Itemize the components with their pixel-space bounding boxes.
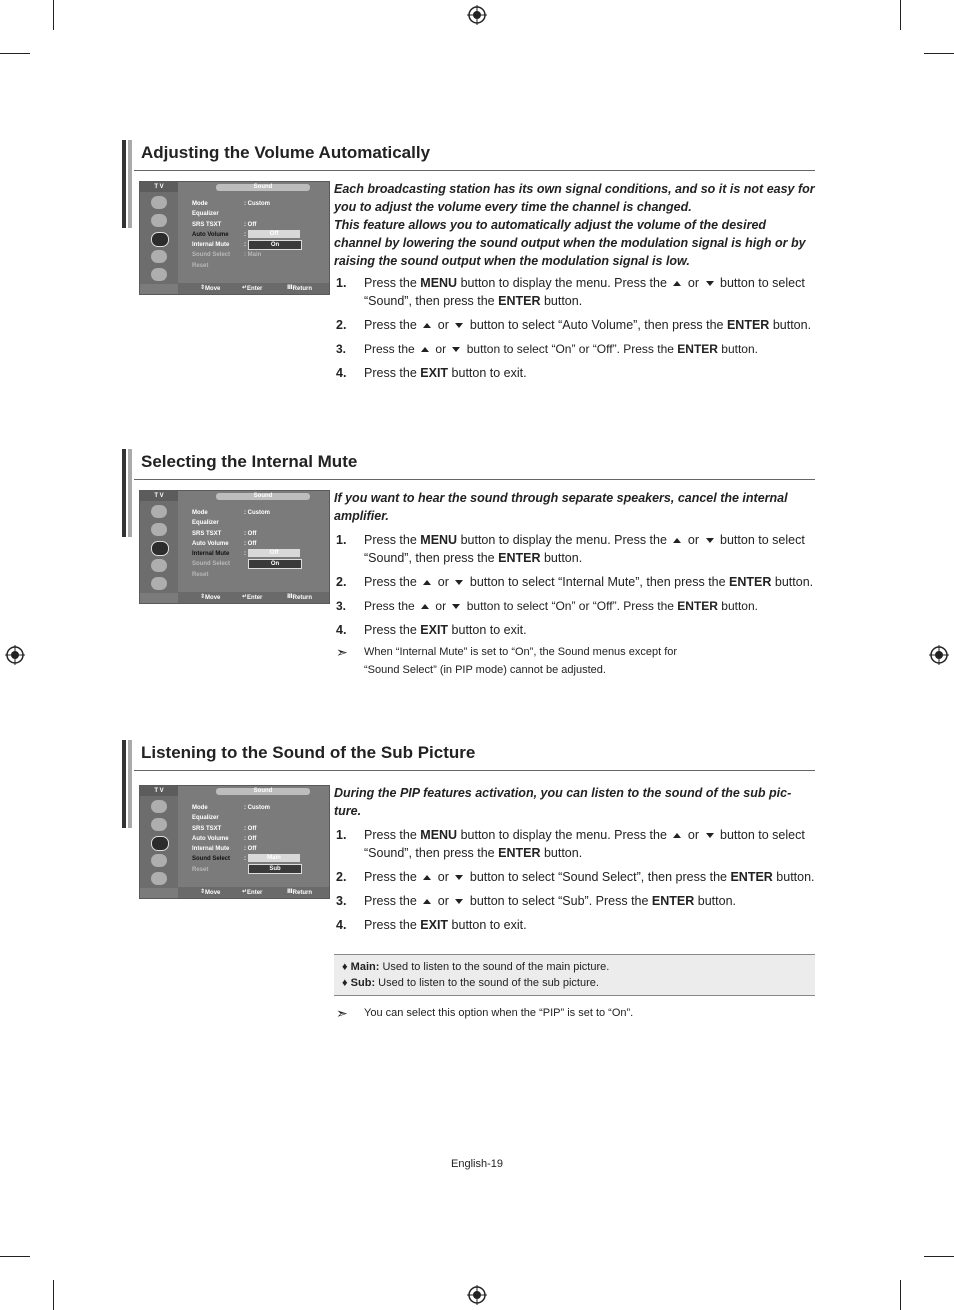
arrow-note-icon: ➣: [336, 1005, 348, 1021]
intro-text: This feature allows you to automatically adjust the volume of the desired channel by lowering the sound output when the modulation signal is high or by raising the sound output when the modulation signal is low.: [334, 218, 806, 268]
step-item: 4. Press the EXIT button to exit.: [336, 366, 527, 380]
triangle-up-icon: [421, 347, 429, 352]
osd-row-selected: Internal Mute :: [192, 551, 246, 558]
osd-row: SRS TSXT : Off: [192, 530, 257, 537]
triangle-down-icon: [455, 323, 463, 328]
osd-icon-column: [140, 501, 178, 593]
osd-footer: [178, 283, 329, 294]
osd-row: Internal Mute : Off: [192, 846, 257, 853]
osd-enter-label: ↵ Enter: [242, 285, 263, 292]
crop-mark: [0, 1256, 30, 1257]
triangle-down-icon: [452, 604, 460, 609]
section-bar: [122, 740, 132, 828]
osd-row-selected: Auto Volume :: [192, 231, 246, 238]
crop-mark: [53, 0, 54, 30]
crop-mark: [0, 53, 30, 54]
osd-sound-icon: [151, 836, 169, 851]
osd-option-selected: On: [248, 240, 302, 250]
osd-enter-label: ↵ Enter: [242, 594, 263, 601]
osd-screenshot: [139, 785, 330, 899]
info-row-main: ♦ Main: Used to listen to the sound of the main picture.: [342, 961, 610, 973]
osd-move-label: ⇕ Move: [200, 594, 221, 601]
step-item: 1. Press the MENU button to display the menu. Press the or button to select “Sound”, then press the ENTER button.: [336, 276, 805, 308]
osd-screenshot: [139, 490, 330, 604]
triangle-down-icon: [455, 580, 463, 585]
osd-row: Reset: [192, 262, 209, 269]
triangle-up-icon: [423, 875, 431, 880]
osd-option-selected: On: [248, 559, 302, 569]
osd-picture-icon: [151, 800, 167, 813]
osd-sound-icon: [151, 541, 169, 556]
osd-screenshot: [139, 181, 330, 295]
section-title: Adjusting the Volume Automatically: [141, 143, 431, 162]
osd-option: Off: [248, 549, 300, 557]
diamond-bullet-icon: ♦: [342, 977, 351, 989]
info-row-sub: ♦ Sub: Used to listen to the sound of the sub picture.: [342, 977, 599, 989]
osd-move-label: ⇕ Move: [200, 889, 221, 896]
step-item: 3. Press the or button to select “Sub”. Press the ENTER button.: [336, 894, 736, 908]
osd-tv-label: T V: [140, 786, 178, 796]
registration-mark-icon: [467, 5, 487, 25]
registration-mark-icon: [5, 645, 25, 665]
osd-return-label: Ⅲ Return: [287, 889, 313, 896]
osd-row: Mode : Custom: [192, 805, 271, 811]
osd-input-icon: [151, 577, 167, 590]
osd-row-selected: Sound Select :: [192, 856, 246, 863]
osd-option-selected: Sub: [248, 864, 302, 874]
osd-move-label: ⇕ Move: [200, 285, 221, 292]
osd-row: Equalizer: [192, 211, 219, 218]
osd-enter-label: ↵ Enter: [242, 889, 263, 896]
section-bar: [122, 140, 132, 228]
osd-header: Sound: [216, 184, 310, 191]
step-item: 3. Press the or button to select “On” or “Off”. Press the ENTER button.: [336, 342, 758, 356]
triangle-up-icon: [423, 580, 431, 585]
osd-header: Sound: [216, 788, 310, 795]
section-title: Selecting the Internal Mute: [141, 452, 358, 471]
intro-text: During the PIP features activation, you can listen to the sound of the sub pic-ture.: [334, 786, 792, 818]
triangle-up-icon: [673, 538, 681, 543]
step-item: 4. Press the EXIT button to exit.: [336, 918, 527, 932]
registration-mark-icon: [467, 1285, 487, 1305]
osd-setup-icon: [151, 250, 167, 263]
osd-row: SRS TSXT : Off: [192, 221, 257, 228]
osd-option: Off: [248, 230, 300, 238]
intro-text: If you want to hear the sound through separate speakers, cancel the internal amplifier.: [334, 491, 788, 523]
step-item: 3. Press the or button to select “On” or “Off”. Press the ENTER button.: [336, 599, 758, 613]
section-title: Listening to the Sound of the Sub Picture: [141, 743, 476, 762]
section-content: [334, 784, 816, 934]
triangle-up-icon: [423, 899, 431, 904]
osd-option: Main: [248, 854, 300, 862]
note: ➣ You can select this option when the “PIP” is set to “On”.: [336, 1005, 634, 1021]
osd-picture-icon: [151, 196, 167, 209]
osd-row: Auto Volume : Off: [192, 540, 257, 547]
osd-setup-icon: [151, 854, 167, 867]
osd-row: Reset: [192, 866, 209, 873]
triangle-down-icon: [455, 899, 463, 904]
osd-row: Sound Select: [192, 561, 231, 568]
osd-footer: [178, 592, 329, 603]
osd-row: Auto Volume : Off: [192, 835, 257, 842]
osd-row: Sound Select : Main: [192, 252, 262, 259]
osd-icon-column: [140, 796, 178, 888]
osd-tv-label: T V: [140, 182, 178, 192]
intro-text: Each broadcasting station has its own signal conditions, and so it is not easy for you to adjust the volume every time the channel is changed.: [334, 182, 815, 214]
osd-channel-icon: [151, 818, 167, 831]
step-item: 2. Press the or button to select “Auto Volume”, then press the ENTER button.: [336, 318, 812, 332]
triangle-up-icon: [423, 323, 431, 328]
crop-mark: [924, 1256, 954, 1257]
section-bar: [122, 449, 132, 537]
osd-header: Sound: [216, 493, 310, 500]
crop-mark: [53, 1280, 54, 1310]
step-item: 4. Press the EXIT button to exit.: [336, 623, 527, 637]
triangle-up-icon: [421, 604, 429, 609]
page-number: English-19: [451, 1158, 503, 1170]
osd-picture-icon: [151, 505, 167, 518]
crop-mark: [900, 1280, 901, 1310]
osd-return-label: Ⅲ Return: [287, 594, 313, 601]
osd-return-label: Ⅲ Return: [287, 285, 313, 292]
osd-row: Mode : Custom: [192, 201, 271, 207]
triangle-down-icon: [455, 875, 463, 880]
osd-row: Mode : Custom: [192, 510, 271, 516]
osd-input-icon: [151, 872, 167, 885]
osd-tv-label: T V: [140, 491, 178, 501]
step-item: 1. Press the MENU button to display the menu. Press the or button to select “Sound”, then press the ENTER button.: [336, 533, 805, 565]
osd-channel-icon: [151, 214, 167, 227]
step-item: 2. Press the or button to select “Sound Select”, then press the ENTER button.: [336, 870, 815, 884]
triangle-up-icon: [673, 281, 681, 286]
crop-mark: [900, 0, 901, 30]
triangle-down-icon: [706, 833, 714, 838]
osd-setup-icon: [151, 559, 167, 572]
note: ➣ When “Internal Mute” is set to “On”, the Sound menus except for “Sound Select” (in PIP mode) cannot be adjusted.: [336, 644, 678, 676]
triangle-down-icon: [706, 538, 714, 543]
step-item: 1. Press the MENU button to display the menu. Press the or button to select “Sound”, then press the ENTER button.: [336, 828, 805, 860]
osd-row: SRS TSXT : Off: [192, 825, 257, 832]
triangle-up-icon: [673, 833, 681, 838]
osd-row: Equalizer: [192, 520, 219, 527]
osd-input-icon: [151, 268, 167, 281]
section-content: [334, 489, 816, 679]
diamond-bullet-icon: ♦: [342, 961, 351, 973]
triangle-down-icon: [706, 281, 714, 286]
section-content: [334, 180, 816, 382]
osd-row: Internal Mute :: [192, 242, 246, 249]
section-rule: [134, 770, 815, 771]
info-box: [334, 954, 815, 996]
arrow-note-icon: ➣: [336, 644, 348, 660]
osd-menu-list: [192, 508, 330, 580]
osd-sound-icon: [151, 232, 169, 247]
section-rule: [134, 170, 815, 171]
osd-row: Reset: [192, 571, 209, 578]
step-item: 2. Press the or button to select “Internal Mute”, then press the ENTER button.: [336, 575, 814, 589]
osd-icon-column: [140, 192, 178, 284]
section-rule: [134, 479, 815, 480]
triangle-down-icon: [452, 347, 460, 352]
osd-footer: [178, 887, 329, 898]
osd-channel-icon: [151, 523, 167, 536]
osd-row: Equalizer: [192, 815, 219, 822]
registration-mark-icon: [929, 645, 949, 665]
crop-mark: [924, 53, 954, 54]
